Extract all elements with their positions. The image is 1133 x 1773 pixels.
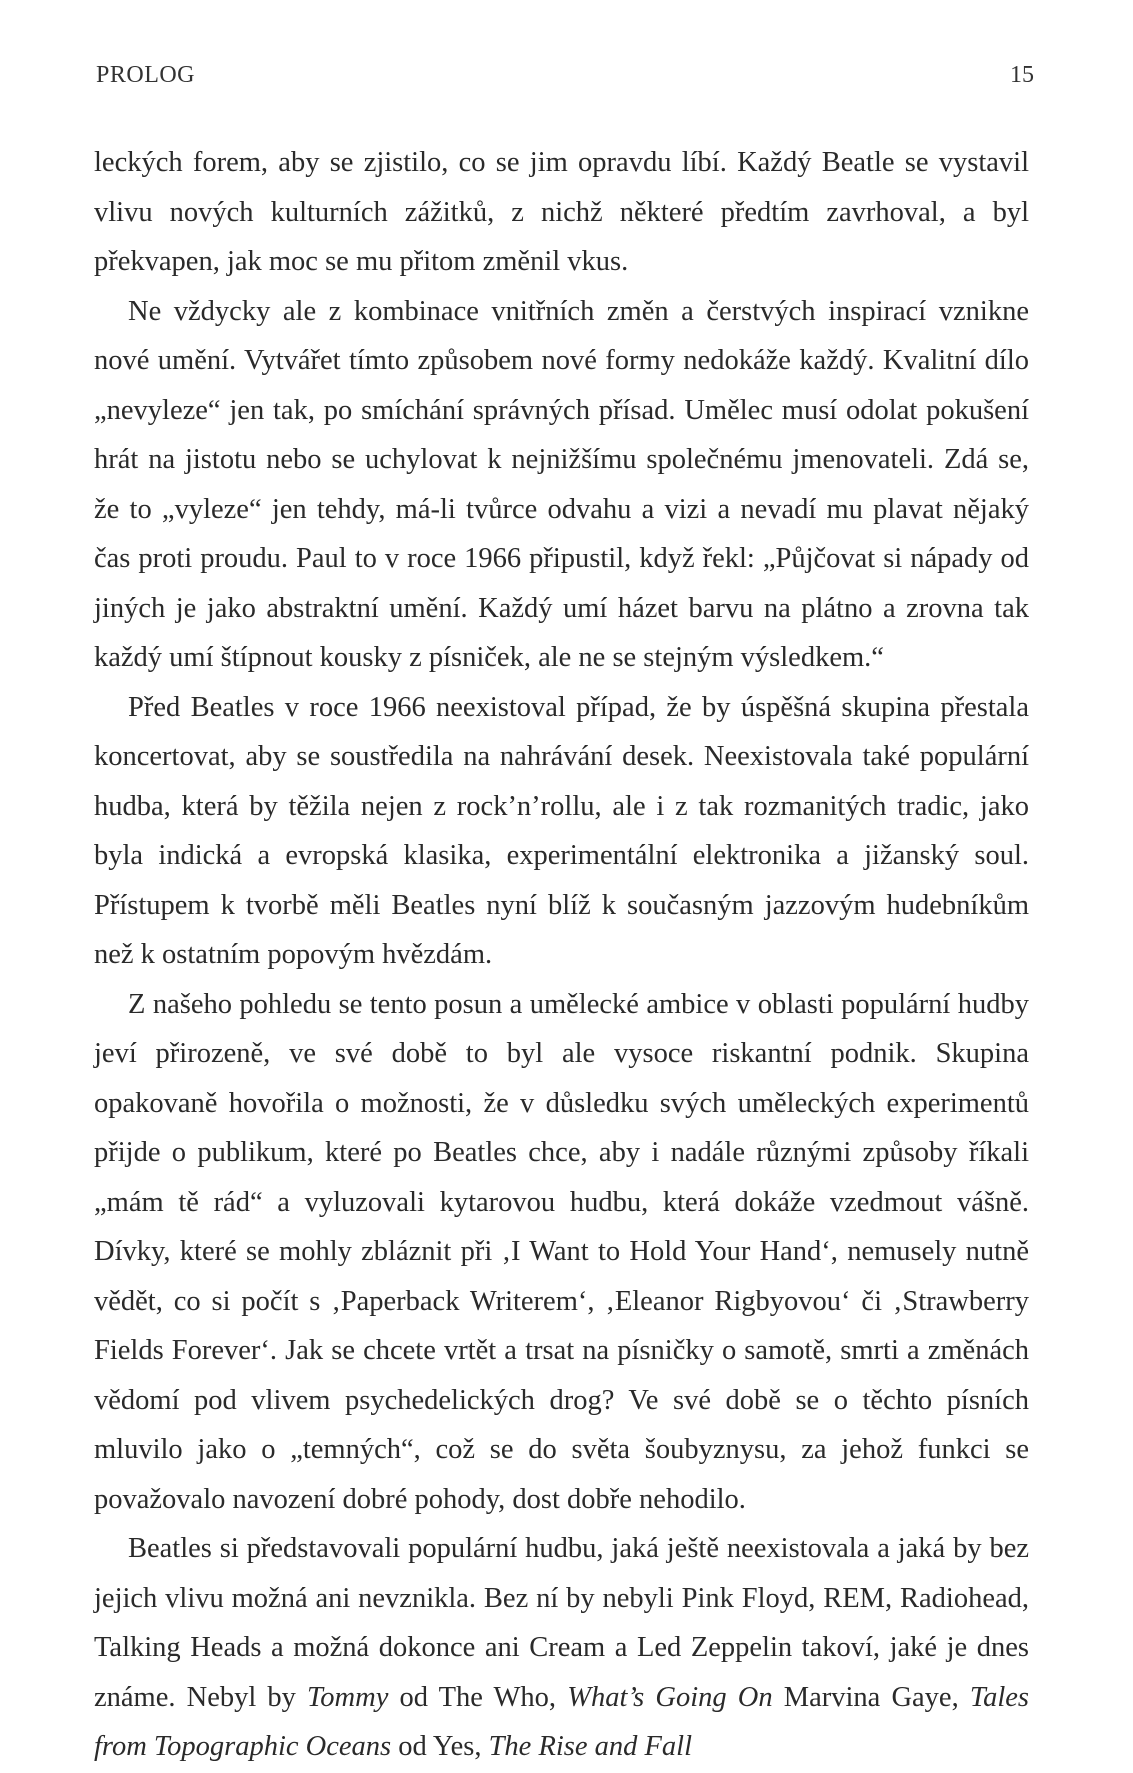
- paragraph-4: Z našeho pohledu se tento posun a umělecké ambice v oblasti populární hudby jeví přirozeně, ve své době to byl ale vysoce riskantní podnik. Skupina opakovaně hovořila o možnosti, že v důsledku svých uměleckých experimentů přijde o publikum, které po Beatles chce, aby i nadále různými způsoby říkali „mám tě rád“ a vyluzovali kytarovou hudbu, která dokáže vzedmout vášně. Dívky, které se mohly zbláznit při ‚I Want to Hold Your Hand‘, nemusely nutně vědět, co si počít s ‚Paperback Writerem‘, ‚Eleanor Rigbyovou‘ či ‚Strawberry Fields Forever‘. Jak se chcete vrtět a trsat na písničky o samotě, smrti a změnách vědomí pod vlivem psychedelických drog? Ve své době se o těchto písních mluvilo jako o „temných“, což se do světa šoubyznysu, za jehož funkci se považovalo navození dobré pohody, dost dobře nehodilo.: [94, 988, 1029, 1515]
- paragraph-5: [94, 1524, 1029, 1772]
- body-text: [94, 138, 1029, 1772]
- paragraph-5-text-a: Beatles si představovali populární hudbu, jaká ještě neexistovala a jaká by bez jejich vlivu možná ani nevznikla. Bez ní by nebyli Pink Floyd, REM, Radiohead, Talking Heads a možná dokonce ani Cream a Led Zeppelin takoví, jaké je dnes známe. Nebyl by: [94, 1533, 1029, 1713]
- paragraph-3: Před Beatles v roce 1966 neexistoval případ, že by úspěšná skupina přestala koncertovat, aby se soustředila na nahrávání desek. Neexistovala také populární hudba, která by těžila nejen z rock’n’rollu, ale i z tak rozmanitých tradic, jako byla indická a evropská klasika, experimentální elektronika a jižanský soul. Přístupem k tvorbě měli Beatles nyní blíž k současným jazzovým hudebníkům než k ostatním popovým hvězdám.: [94, 691, 1029, 970]
- page-number: 15: [1010, 62, 1034, 88]
- paragraph-5-text-b: od The Who,: [388, 1681, 568, 1713]
- paragraph-5-text-d: od Yes,: [391, 1731, 489, 1762]
- italic-title-tommy: Tommy: [307, 1681, 389, 1713]
- italic-title-whats-going-on: What’s Going On: [567, 1681, 773, 1713]
- chapter-title: PROLOG: [96, 62, 196, 88]
- paragraph-5-text-c: Marvina Gaye,: [772, 1681, 970, 1713]
- paragraph-2: Ne vždycky ale z kombinace vnitřních změn a čerstvých inspirací vznikne nové umění. Vytvářet tímto způsobem nové formy nedokáže každý. Kvalitní dílo „nevyleze“ jen tak, po smíchání správných přísad. Umělec musí odolat pokušení hrát na jistotu nebo se uchylovat k nejnižšímu společnému jmenovateli. Zdá se, že to „vyleze“ jen tehdy, má-li tvůrce odvahu a vizi a nevadí mu plavat nějaký čas proti proudu. Paul to v roce 1966 připustil, když řekl: „Půjčovat si nápady od jiných je jako abstraktní umění. Každý umí házet barvu na plátno a zrovna tak každý umí štípnout kousky z písniček, ale ne se stejným výsledkem.“: [94, 295, 1029, 673]
- italic-title-tales: Tales from Topographic Oceans: [94, 1681, 1029, 1762]
- paragraph-1: leckých forem, aby se zjistilo, co se jim opravdu líbí. Každý Beatle se vystavil vlivu nových kulturních zážitků, z nichž některé předtím zavrhoval, a byl překvapen, jak moc se mu přitom změnil vkus.: [94, 147, 1029, 277]
- italic-title-rise-and-fall: The Rise and Fall: [488, 1731, 693, 1762]
- running-head: [96, 62, 1034, 94]
